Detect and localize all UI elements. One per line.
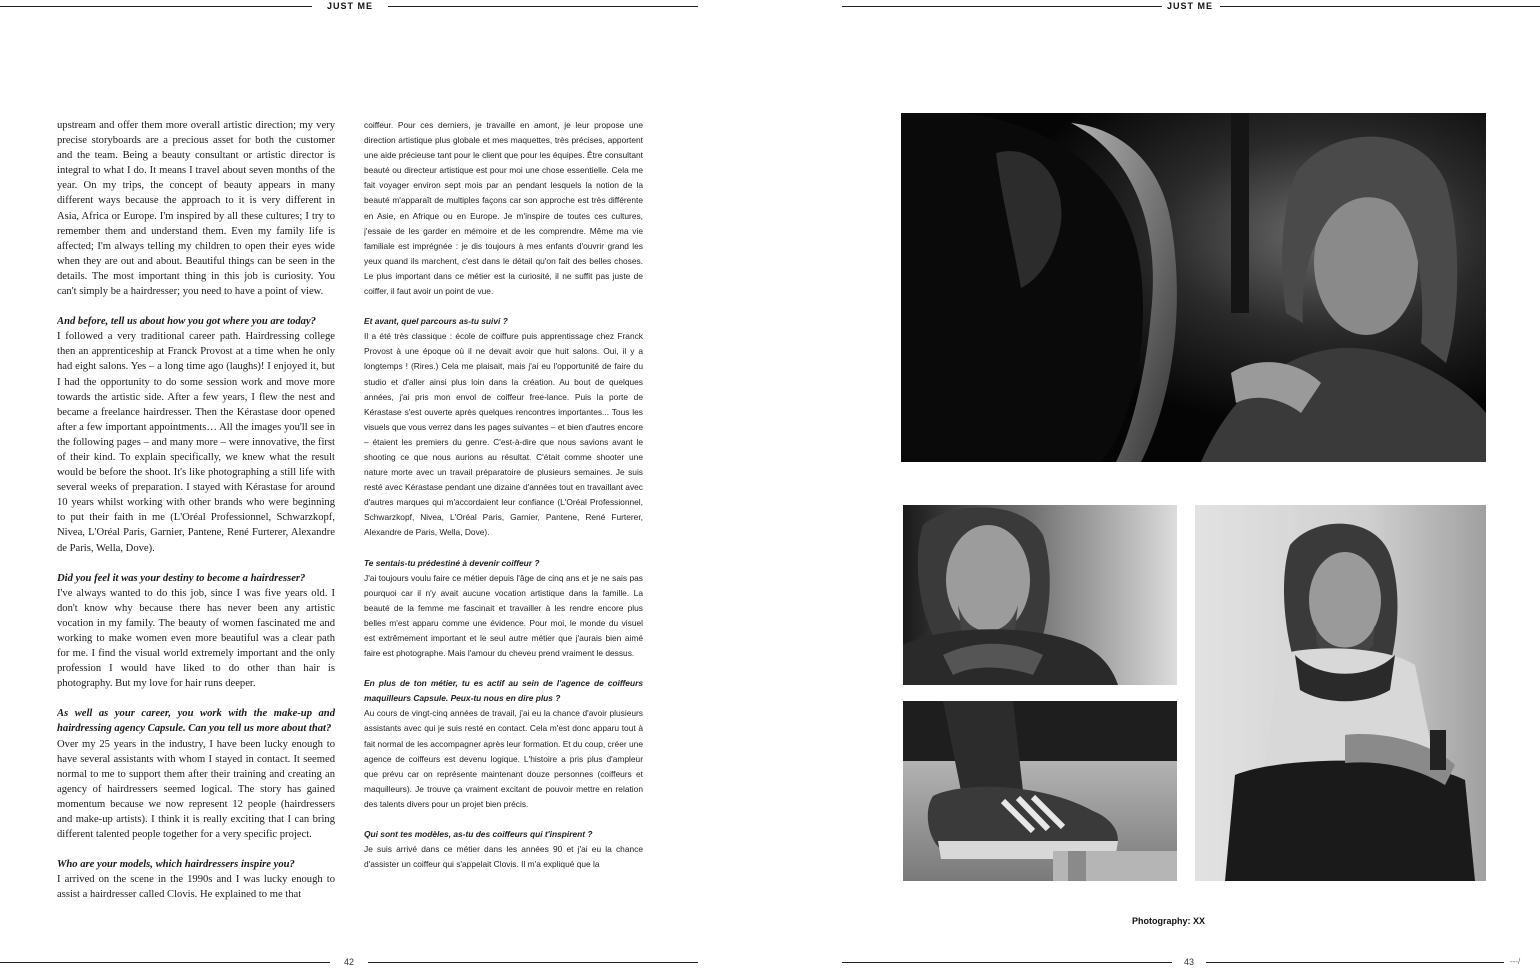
- right-page: [770, 0, 1540, 972]
- article-paragraph: [57, 118, 335, 299]
- header-rule-right: [388, 6, 698, 7]
- article-paragraph: [364, 314, 643, 540]
- article-paragraph: [364, 827, 643, 872]
- footer-rule-right: [368, 962, 698, 963]
- article-paragraph: [364, 556, 643, 662]
- interview-answer: coiffeur. Pour ces derniers, je travaille en amont, je leur propose une direction artistique plus globale et mes maquettes, très précises, apportent une aide précieuse tant pour le client que pour les équipes. Être consultant beauté ou directeur artistique est pour moi une chose essentielle. Cela me fait voyager environ sept mois par an pendant lesquels la notion de la beauté m'apparaît de multiples façons car son approche est très différente en Asie, en Afrique ou en Europe. Je m'inspire de toutes ces cultures, j'essaie de les garder en mémoire et de les comprendre. Même ma vie familiale est imprégnée : je dis toujours à mes enfants d'ouvrir grand les yeux quand ils marchent, c'est dans le détail qu'on fait des belles choses. Le plus important dans ce métier est la curiosité, il ne suffit pas juste de coiffer, il faut avoir un point de vue.: [364, 120, 643, 297]
- interview-question: And before, tell us about how you got where you are today?: [57, 316, 316, 328]
- interview-question: Te sentais-tu prédestiné à devenir coiffeur ?: [364, 557, 540, 568]
- photo-credit: Photography: XX: [1132, 916, 1206, 926]
- hairdresser-with-model-photo: [901, 113, 1486, 462]
- english-column: [57, 118, 335, 930]
- running-header: JUST ME: [326, 1, 373, 11]
- interview-question: Did you feel it was your destiny to become a hairdresser?: [57, 572, 306, 584]
- header-rule-right: [1220, 6, 1540, 7]
- article-paragraph: [364, 118, 643, 299]
- seated-portrait-photo: [1195, 505, 1486, 881]
- french-column: [364, 118, 643, 930]
- interview-question: Et avant, quel parcours as-tu suivi ?: [364, 316, 508, 327]
- interview-answer: I arrived on the scene in the 1990s and I was lucky enough to assist a hairdresser called Clovis. He explained to me that: [57, 874, 335, 901]
- footer-rule-right: [1206, 962, 1504, 963]
- sneakers-photo: [903, 701, 1177, 881]
- interview-answer: Je suis arrivé dans ce métier dans les années 90 et j'ai eu la chance d'assister un coiffeur qui s'appelait Clovis. Il m'a expliqué que la: [364, 844, 643, 870]
- interview-question: Qui sont tes modèles, as-tu des coiffeurs qui t'inspirent ?: [364, 829, 593, 840]
- page-number: 43: [1183, 957, 1194, 967]
- header-rule-left: [842, 6, 1162, 7]
- interview-answer: upstream and offer them more overall artistic direction; my very precise storyboards are a precious asset for both the customer and the team. Being a beauty consultant or artistic director is integral to what I do. It means I travel about seven months of the year. On my trips, the concept of beauty appears in many different ways because the approach to it is very different in Asia, Africa or Europe. I'm inspired by all these cultures; I try to remember them and understand them. Even my family life is affected; I'm always telling my children to open their eyes wide when they are out and about. Beautiful things can be seen in the details. The most important thing in this job is curiosity. You can't simply be a hairdresser; you need to have a point of view.: [57, 120, 335, 298]
- interview-question: As well as your career, you work with the make-up and hairdressing agency Capsule. Can you tell us more about that?: [57, 708, 335, 735]
- footer-rule-left: [842, 962, 1172, 963]
- interview-question: En plus de ton métier, tu es actif au sein de l'agence de coiffeurs maquilleurs Capsule. Peux-tu nous en dire plus ?: [364, 678, 643, 704]
- article-paragraph: [57, 857, 335, 902]
- interview-answer: Au cours de vingt-cinq années de travail, j'ai eu la chance d'avoir plusieurs assistants avec qui je suis resté en contact. Cela m'est donc apparu tout à fait normal de les accompagner après leur formation. Et du coup, créer une agence de coiffeurs est devenu logique. L'histoire a pris plus d'ampleur que prévu car on représente maintenant douze personnes (coiffeurs et maquilleurs). Je trouve ça vraiment excitant de pouvoir mettre en relation des talents divers pour un projet bien précis.: [364, 708, 643, 809]
- page-number: 42: [343, 957, 354, 967]
- interview-answer: I've always wanted to do this job, since I was five years old. I don't know why because there has never been any artistic vocation in my family. The beauty of women fascinated me and working to make women even more beautiful was a clear path for me. I find the visual world extremely important and the only profession I would have liked to do other than hair is photography. But my love for hair runs deeper.: [57, 587, 335, 690]
- article-paragraph: [57, 706, 335, 842]
- interview-answer: J'ai toujours voulu faire ce métier depuis l'âge de cinq ans et je ne sais pas pourquoi car il n'y avait aucune vocation artistique dans la famille. La beauté de la femme me fascinait et travailler à les rendre encore plus belles m'est apparu comme une évidence. Pour moi, le monde du visuel est extrêmement important et le seul autre métier que j'aurais bien aimé faire est photographe. Mais l'amour du cheveu prend vraiment le dessus.: [364, 572, 643, 659]
- article-paragraph: [57, 571, 335, 692]
- portrait-closeup-photo: [903, 505, 1177, 685]
- footer-rule-left: [0, 962, 330, 963]
- interview-question: Who are your models, which hairdressers inspire you?: [57, 859, 295, 871]
- header-rule-left: [0, 6, 312, 7]
- article-paragraph: [364, 676, 643, 812]
- folio-continuation-mark: ---/: [1510, 957, 1521, 966]
- article-paragraph: [57, 314, 335, 556]
- interview-answer: Over my 25 years in the industry, I have been lucky enough to have several assistants with whom I stayed in contact. It seemed normal to me to support them after their training and creating an agency of hairdressers seemed logical. The story has gained momentum because we now represent 12 people (hairdressers and make-up artists). I think it is really exciting that I can bring different talented people together for a very specific project.: [57, 738, 335, 841]
- running-header: JUST ME: [1166, 1, 1213, 11]
- interview-answer: I followed a very traditional career path. Hairdressing college then an apprenticeship at Franck Provost at a time when he only had eight salons. Yes – a long time ago (laughs)! I enjoyed it, but I had the opportunity to do some session work and move more towards the artistic side. After a few years, I flew the nest and became a freelance hairdresser. Then the Kérastase door opened after a few important appointments… All the images you'll see in the following pages – and many more – were innovative, the first of their kind. To explain specifically, we knew what the result would be before the shoot. It's like photographing a still life with several weeks of preparation. I stayed with Kérastase for around 10 years whilst working with other brands who were beginning to put their faith in me (L'Oréal Professionnel, Schwarzkopf, Nivea, L'Oréal Paris, Garnier, Pantene, René Furterer, Alexandre de Paris, Wella, Dove).: [57, 331, 335, 554]
- interview-answer: Il a été très classique : école de coiffure puis apprentissage chez Franck Provost à une époque où il ne devait avoir que huit salons. Oui, il y a longtemps ! (Rires.) Cela me plaisait, mais j'ai eu l'opportunité de faire du studio et d'aller ainsi plus loin dans la création. Au bout de quelques années, j'ai pris mon envol de coiffeur free-lance. Puis la porte de Kérastase s'est ouverte après quelques rencontres importantes... Tous les visuels que vous verrez dans les pages suivantes – et bien d'autres encore – étaient les premiers du genre. C'est-à-dire que nous savions avant le shooting ce que nous aurions au résultat. C'était comme shooter une nature morte avec un travail préparatoire de plusieurs semaines. Je suis resté avec Kérastase pendant une dizaine d'années tout en travaillant avec d'autres marques qui m'accordaient leur confiance (L'Oréal Professionnel, Schwarzkopf, Nivea, L'Oréal Paris, Garnier, Pantene, René Furterer, Alexandre de Paris, Wella, Dove).: [364, 331, 643, 538]
